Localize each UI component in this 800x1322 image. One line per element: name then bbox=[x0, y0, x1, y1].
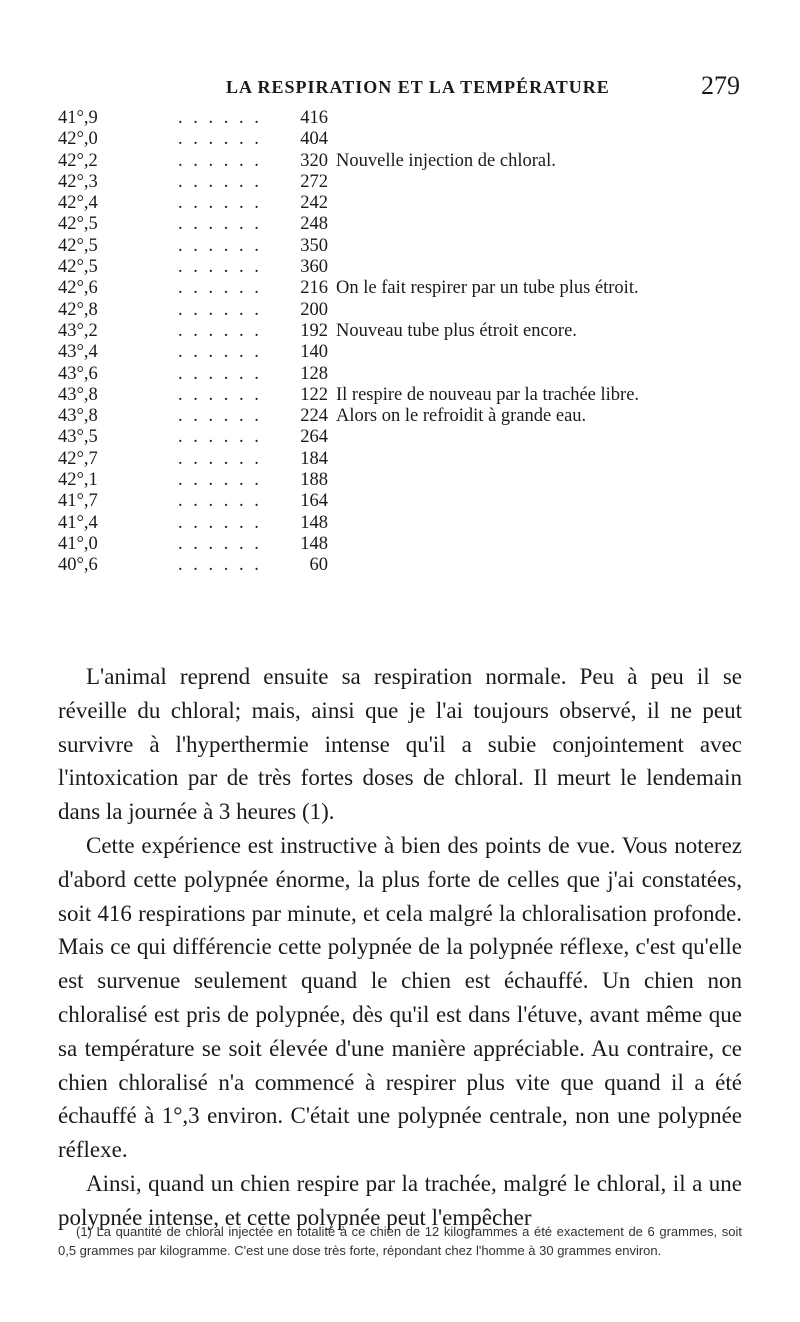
respiration-cell: 184 bbox=[300, 448, 328, 469]
respiration-cell: 242 bbox=[300, 193, 328, 214]
temperature-cell: 42°,5 bbox=[58, 235, 98, 256]
table-row bbox=[58, 321, 698, 342]
table-row bbox=[58, 193, 698, 214]
table-row bbox=[58, 427, 698, 448]
temperature-cell: 42°,5 bbox=[58, 214, 98, 235]
body-text bbox=[58, 660, 742, 1235]
respiration-cell: 148 bbox=[300, 533, 328, 554]
table-row bbox=[58, 555, 698, 576]
leader-dots: . . . . . . bbox=[178, 342, 262, 363]
leader-dots: . . . . . . bbox=[178, 150, 262, 171]
temperature-cell: 41°,0 bbox=[58, 533, 98, 554]
temperature-cell: 41°,4 bbox=[58, 512, 98, 533]
table-row bbox=[58, 108, 698, 129]
leader-dots: . . . . . . bbox=[178, 320, 262, 341]
leader-dots: . . . . . . bbox=[178, 363, 262, 384]
respiration-cell: 248 bbox=[300, 214, 328, 235]
temperature-cell: 42°,0 bbox=[58, 129, 98, 150]
respiration-cell: 200 bbox=[300, 299, 328, 320]
temperature-cell: 43°,8 bbox=[58, 406, 98, 427]
respiration-cell: 188 bbox=[300, 470, 328, 491]
temperature-cell: 43°,5 bbox=[58, 427, 98, 448]
table-row bbox=[58, 300, 698, 321]
footnote: (1) La quantité de chloral injectée en totalité à ce chien de 12 kilogrammes a été exactement de 6 grammes, soit 0,5 grammes par kilogramme. C'est une dose très forte, répondant chez l'homme à 30 grammes environ. bbox=[58, 1224, 742, 1258]
leader-dots: . . . . . . bbox=[178, 299, 262, 320]
leader-dots: . . . . . . bbox=[178, 533, 262, 554]
leader-dots: . . . . . . bbox=[178, 129, 262, 150]
page-header bbox=[220, 71, 740, 105]
respiration-cell: 60 bbox=[309, 555, 328, 576]
temperature-cell: 42°,6 bbox=[58, 278, 98, 299]
table-row bbox=[58, 236, 698, 257]
respiration-cell: 148 bbox=[300, 512, 328, 533]
table-row bbox=[58, 449, 698, 470]
respiration-cell: 264 bbox=[300, 427, 328, 448]
respiration-cell: 404 bbox=[300, 129, 328, 150]
leader-dots: . . . . . . bbox=[178, 491, 262, 512]
leader-dots: . . . . . . bbox=[178, 470, 262, 491]
respiration-cell: 350 bbox=[300, 235, 328, 256]
note-cell: On le fait respirer par un tube plus étroit. bbox=[336, 278, 639, 299]
respiration-cell: 140 bbox=[300, 342, 328, 363]
note-cell: Nouveau tube plus étroit encore. bbox=[336, 320, 577, 341]
table-row bbox=[58, 214, 698, 235]
leader-dots: . . . . . . bbox=[178, 278, 262, 299]
temperature-cell: 42°,1 bbox=[58, 470, 98, 491]
table-row bbox=[58, 257, 698, 278]
respiration-cell: 416 bbox=[300, 108, 328, 128]
leader-dots: . . . . . . bbox=[178, 427, 262, 448]
temperature-cell: 43°,8 bbox=[58, 384, 98, 405]
temperature-cell: 41°,9 bbox=[58, 108, 98, 128]
temperature-cell: 42°,8 bbox=[58, 299, 98, 320]
respiration-cell: 360 bbox=[300, 257, 328, 278]
respiration-cell: 272 bbox=[300, 171, 328, 192]
page-number: 279 bbox=[701, 71, 740, 100]
table-row bbox=[58, 129, 698, 150]
temperature-cell: 43°,6 bbox=[58, 363, 98, 384]
table-row bbox=[58, 470, 698, 491]
leader-dots: . . . . . . bbox=[178, 193, 262, 214]
respiration-cell: 224 bbox=[300, 406, 328, 427]
table-row bbox=[58, 406, 698, 427]
leader-dots: . . . . . . bbox=[178, 257, 262, 278]
temperature-cell: 42°,5 bbox=[58, 257, 98, 278]
paragraph-3: Ainsi, quand un chien respire par la trachée, malgré le chloral, il a une polypnée intense, et cette polypnée peut l'empêcher bbox=[58, 1170, 742, 1230]
leader-dots: . . . . . . bbox=[178, 384, 262, 405]
temperature-cell: 40°,6 bbox=[58, 555, 98, 576]
table-row bbox=[58, 364, 698, 385]
temperature-cell: 43°,2 bbox=[58, 320, 98, 341]
leader-dots: . . . . . . bbox=[178, 512, 262, 533]
respiration-cell: 122 bbox=[300, 384, 328, 405]
table-row bbox=[58, 491, 698, 512]
running-title: LA RESPIRATION ET LA TEMPÉRATURE bbox=[226, 77, 610, 97]
paragraph-2: Cette expérience est instructive à bien des points de vue. Vous noterez d'abord cette polypnée énorme, la plus forte de celles que j'ai constatées, soit 416 respirations par minute, et cela malgré la chloralisation profonde. Mais ce qui différencie cette polypnée de la polypnée réflexe, c'est qu'elle est survenue seulement quand le chien est échauffé. Un chien non chloralisé est pris de polypnée, dès qu'il est dans l'étuve, avant même que sa température se soit élevée d'une manière appréciable. Au contraire, ce chien chloralisé n'a commencé à respirer plus vite que quand il a été échauffé à 1°,3 environ. C'était une polypnée centrale, non une polypnée réflexe. bbox=[58, 832, 742, 1163]
table-row bbox=[58, 342, 698, 363]
paragraph-1: L'animal reprend ensuite sa respiration normale. Peu à peu il se réveille du chloral; mais, ainsi que je l'ai toujours observé, il ne peut survivre à l'hyperthermie intense qu'il a subie conjointement avec l'intoxication par de très fortes doses de chloral. Il meurt le lendemain dans la journée à 3 heures (1). bbox=[58, 664, 742, 825]
temperature-cell: 42°,7 bbox=[58, 448, 98, 469]
leader-dots: . . . . . . bbox=[178, 171, 262, 192]
temperature-cell: 42°,3 bbox=[58, 171, 98, 192]
leader-dots: . . . . . . bbox=[178, 108, 262, 128]
note-cell: Il respire de nouveau par la trachée libre. bbox=[336, 384, 640, 405]
table-row bbox=[58, 151, 698, 172]
temperature-cell: 43°,4 bbox=[58, 342, 98, 363]
respiration-cell: 192 bbox=[300, 320, 328, 341]
temperature-cell: 41°,7 bbox=[58, 491, 98, 512]
table-row bbox=[58, 534, 698, 555]
temperature-cell: 42°,4 bbox=[58, 193, 98, 214]
table-row bbox=[58, 278, 698, 299]
leader-dots: . . . . . . bbox=[178, 406, 262, 427]
table-row bbox=[58, 513, 698, 534]
note-cell: Nouvelle injection de chloral. bbox=[336, 150, 556, 171]
leader-dots: . . . . . . bbox=[178, 214, 262, 235]
respiration-cell: 216 bbox=[300, 278, 328, 299]
note-cell: Alors on le refroidit à grande eau. bbox=[336, 406, 587, 427]
leader-dots: . . . . . . bbox=[178, 448, 262, 469]
leader-dots: . . . . . . bbox=[178, 555, 262, 576]
respiration-cell: 164 bbox=[300, 491, 328, 512]
respiration-cell: 128 bbox=[300, 363, 328, 384]
temperature-cell: 42°,2 bbox=[58, 150, 98, 171]
table-row bbox=[58, 385, 698, 406]
measurement-table bbox=[58, 108, 698, 577]
respiration-cell: 320 bbox=[300, 150, 328, 171]
table-row bbox=[58, 172, 698, 193]
leader-dots: . . . . . . bbox=[178, 235, 262, 256]
